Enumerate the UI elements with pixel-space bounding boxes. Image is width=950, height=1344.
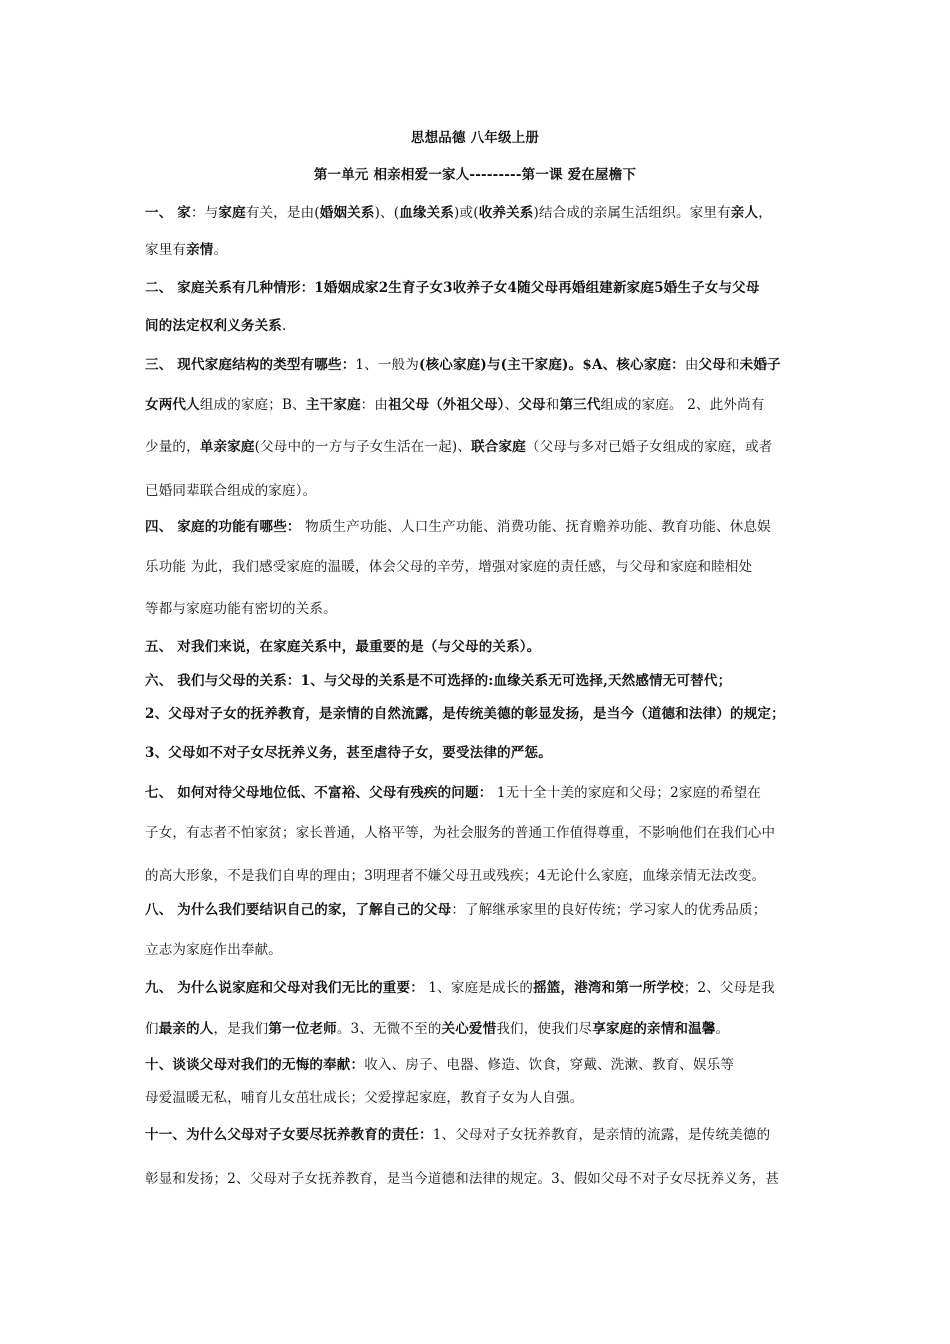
text-span: 一、 家	[145, 205, 191, 221]
text-span: 3、父母如不对子女尽抚养义务，甚至虐待子女，要受法律的严惩。	[145, 745, 552, 761]
text-span: 的高大形象，不是我们自卑的理由；3明理者不嫌父母丑或残疾；4无论什么家庭，血缘亲情无法改变。	[145, 868, 766, 884]
text-span: （父母与多对已婚子女组成的家庭，或者	[525, 439, 773, 455]
text-span: 间的法定权利义务关系	[145, 318, 282, 334]
text-span: 家庭	[218, 205, 246, 221]
text-span: 我们，使我们尽	[496, 1021, 593, 1037]
text-span: 母爱温暖无私，哺育儿女茁壮成长；父爱撑起家庭，教育子女为人自强。	[145, 1090, 584, 1106]
text-span: 主干家庭	[305, 397, 361, 413]
text-span: 1、家庭是成长的	[423, 980, 534, 996]
text-line	[145, 517, 815, 537]
text-line	[145, 671, 815, 691]
text-span: ；2、父母是我	[683, 980, 775, 996]
text-span: 。3、无微不至的	[336, 1021, 442, 1037]
text-span: 十、谈谈父母对我们的无悔的奉献：	[145, 1057, 365, 1073]
text-span: 七、 如何对待父母地位低、不富裕、父母有残疾的问题：	[145, 785, 493, 801]
text-span: 四、 家庭的功能有哪些：	[145, 519, 301, 535]
text-span: 摇篮，港湾和第一所学校	[533, 980, 684, 996]
text-span: ：由	[360, 397, 389, 413]
text-line	[145, 240, 815, 260]
text-line	[145, 437, 815, 457]
text-span: 父母	[518, 397, 546, 413]
text-span: ，是我们	[213, 1021, 269, 1037]
text-span: 。	[715, 1021, 730, 1037]
text-line	[145, 940, 815, 960]
text-span: 乐功能 为此，我们感受家庭的温暖，体会父母的辛劳，增强对家庭的责任感，与父母和家庭和睦相处	[145, 559, 753, 575]
text-span: 立志为家庭作出奉献。	[145, 942, 282, 958]
text-span: 和	[725, 357, 740, 373]
text-line	[145, 743, 815, 763]
text-span: 彰显和发扬；2、父母对子女抚养教育，是当今道德和法律的规定。3、假如父母不对子女尽抚养义务，甚	[145, 1171, 780, 1187]
text-span: 2、父母对子女的抚养教育，是亲情的自然流露，是传统美德的彰显发扬，是当今（道德和法律）的规定；	[145, 706, 785, 722]
text-span: 单亲家庭	[199, 439, 255, 455]
text-line	[145, 481, 815, 501]
document-subtitle: 第一单元 相亲相爱一家人---------第一课 爱在屋檐下	[313, 167, 637, 183]
text-line	[145, 900, 815, 920]
text-span: 、	[504, 397, 519, 413]
text-line	[145, 1055, 815, 1075]
text-span: 收养关系	[478, 205, 534, 221]
text-line	[145, 278, 815, 298]
text-span: 组成的家庭。 2、此外尚有	[600, 397, 765, 413]
text-span: 享家庭的亲情和温馨	[592, 1021, 716, 1037]
text-span: (核心家庭)与(主干家庭)。$A、核心家庭：	[419, 357, 685, 373]
text-line	[145, 866, 815, 886]
text-span: 女两代人	[145, 397, 200, 413]
text-span: 收入、房子、电器、修造、饮食，穿戴、洗漱、教育、娱乐等	[364, 1057, 735, 1073]
text-line	[145, 823, 815, 843]
text-span: 关心爱惜	[441, 1021, 497, 1037]
text-span: (父母中的一方与子女生活在一起)、	[254, 439, 472, 455]
text-line	[145, 316, 815, 336]
text-span: 八、 为什么我们要结识自己的家，了解自己的父母	[145, 902, 452, 918]
text-line	[145, 1125, 815, 1145]
text-line	[145, 203, 815, 223]
text-span: 们	[145, 1021, 159, 1037]
text-span: 子女，有志者不怕家贫；家长普通，人格平等，为社会服务的普通工作值得尊重，不影响他们在我们心中	[145, 825, 776, 841]
text-line	[145, 1019, 815, 1039]
document-title: 思想品德 八年级上册	[410, 130, 540, 146]
text-span: )、(	[374, 205, 400, 221]
text-span: 三、 现代家庭结构的类型有哪些：	[145, 357, 356, 373]
text-span: 亲情	[186, 242, 214, 258]
text-span: 祖父母（外祖父母）	[388, 397, 505, 413]
text-line	[145, 704, 815, 724]
text-span: 已婚同辈联合组成的家庭）。	[145, 483, 317, 499]
text-span: 最亲的人	[158, 1021, 214, 1037]
text-span: 有关，是由(	[245, 205, 320, 221]
text-line	[145, 355, 815, 375]
text-line	[145, 1169, 815, 1189]
text-span: 五、 对我们来说，在家庭关系中，最重要的是（与父母的关系）。	[145, 639, 541, 655]
text-span: 第一位老师	[268, 1021, 337, 1037]
text-line	[145, 557, 815, 577]
text-span: 组成的家庭；B、	[199, 397, 306, 413]
text-span: 血缘关系	[399, 205, 455, 221]
text-span: )或(	[454, 205, 479, 221]
text-span: 1无十全十美的家庭和父母；2家庭的希望在	[492, 785, 762, 801]
text-span: 少量的，	[145, 439, 200, 455]
text-span: 和	[545, 397, 560, 413]
text-span: 六、 我们与父母的关系：	[145, 673, 301, 689]
text-span: 十一、为什么父母对子女要尽抚养教育的责任：	[145, 1127, 433, 1143]
text-span: 九、 为什么说家庭和父母对我们无比的重要：	[145, 980, 424, 996]
text-span: 第三代	[559, 397, 601, 413]
text-line	[145, 1088, 815, 1108]
text-span: 未婚子	[739, 357, 781, 373]
text-line	[145, 395, 815, 415]
text-span: 二、 家庭关系有几种情形：1婚姻成家2生育子女3收养子女4随父母再婚组建新家庭5婚生子女与父母	[145, 280, 760, 296]
text-line	[145, 599, 815, 619]
text-span: 1、一般为	[355, 357, 419, 373]
text-span: 。	[213, 242, 228, 258]
text-span: 父母	[698, 357, 726, 373]
text-span: )结合成的亲属生活组织。家里有	[533, 205, 731, 221]
text-span: 家里有	[145, 242, 187, 258]
text-span: 物质生产功能、人口生产功能、消费功能、抚育赡养功能、教育功能、休息娱	[300, 519, 771, 535]
text-span: ，	[758, 205, 772, 221]
text-span: ：了解继承家里的良好传统；学习家人的优秀品质；	[451, 902, 767, 918]
text-span: 联合家庭	[471, 439, 526, 455]
text-span: 等都与家庭功能有密切的关系。	[145, 601, 337, 617]
text-line	[145, 978, 815, 998]
text-span: 婚姻关系	[319, 205, 375, 221]
text-line	[145, 783, 815, 803]
text-span: 1、与父母的关系是不可选择的:血缘关系无可选择,天然感情无可替代；	[300, 673, 732, 689]
text-span: 由	[684, 357, 699, 373]
text-span: 亲人	[730, 205, 759, 221]
text-span: ：与	[191, 205, 219, 221]
text-line	[145, 637, 815, 657]
text-span: 1、父母对子女抚养教育，是亲情的流露，是传统美德的	[432, 1127, 771, 1143]
text-span: .	[282, 318, 287, 334]
